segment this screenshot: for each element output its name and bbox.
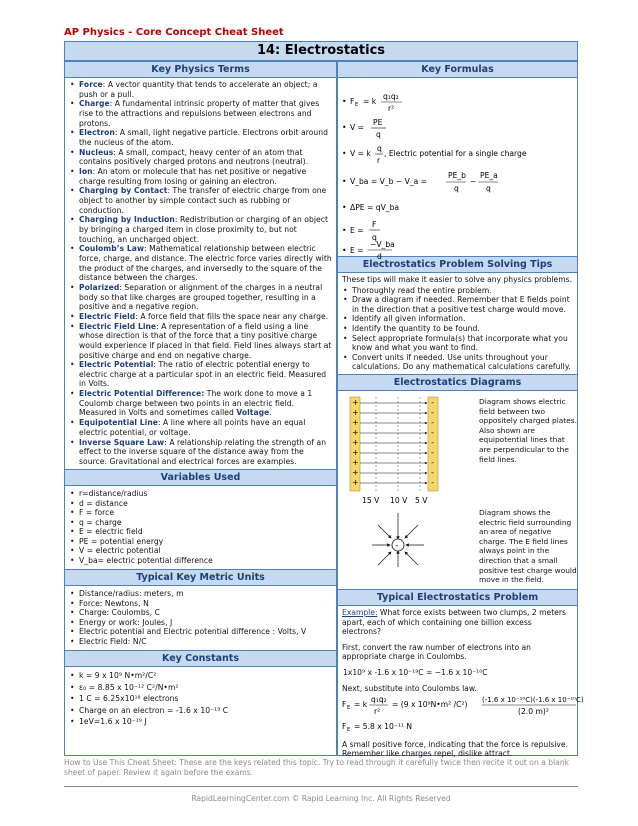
- term-item: • Polarized: Separation or alignment of the charges in a neutral body so that like charges are grouped together, resulting in a positive and a negative region.: [79, 283, 332, 312]
- term-item: • Electric Field Line: A representation of a field using a line whose direction is that of the force that a tiny positive charge would experience if placed in that field. Field lines always start at positive charge and end on negative charge.: [79, 322, 332, 360]
- tips-intro: These tips will make it easier to solve any physics problems.: [342, 275, 572, 284]
- term-item: • Electric Potential Difference: The work done to move a 1 Coulomb charge between two points in an electric field. Measured in Volts and sometimes called Voltage.: [79, 389, 332, 418]
- problem-result: = 5.8 x 10⁻¹¹ N: [354, 722, 413, 732]
- svg-text:•: •: [342, 246, 347, 255]
- svg-text:d: d: [377, 252, 382, 261]
- formula-coulomb: F: [350, 97, 355, 106]
- formula-field: E =: [350, 226, 364, 235]
- svg-text:•: •: [342, 149, 347, 158]
- unit-item: • Energy or work: Joules, J: [79, 618, 332, 628]
- problem-heading: Typical Electrostatics Problem: [338, 589, 577, 606]
- charge-diagram-caption: Diagram shows the electric field surrounding an area of negative charge. The E field lines always point in the direction that a small positive test charge would move in the field.: [479, 507, 577, 585]
- svg-text:−V_ba: −V_ba: [370, 240, 395, 249]
- tip-item: • Thoroughly read the entire problem.: [352, 286, 573, 296]
- constant-item: • 1eV=1.6 x 10⁻¹⁹ J: [79, 717, 332, 727]
- variable-item: • E = electric field: [79, 527, 332, 537]
- svg-text:-: -: [431, 427, 434, 437]
- unit-item: • Charge: Coulombs, C: [79, 608, 332, 618]
- formulas-heading: Key Formulas: [338, 62, 577, 78]
- constants-list: [65, 667, 336, 727]
- problem-block: [338, 606, 584, 767]
- svg-text:+: +: [352, 447, 359, 457]
- footer-divider: [64, 786, 578, 787]
- plus-signs: [352, 398, 359, 487]
- diagrams-heading: Electrostatics Diagrams: [338, 374, 577, 391]
- negative-charge-sign: -: [395, 540, 399, 550]
- svg-text:q: q: [377, 144, 382, 153]
- chapter-title: 14: Electrostatics: [64, 41, 578, 61]
- formulas-block: [338, 78, 577, 261]
- problem-step1: First, convert the raw number of electrons into an appropriate charge in Coulombs.: [342, 642, 531, 662]
- footer: RapidLearningCenter.com © Rapid Learning Inc. All Rights Reserved: [191, 794, 451, 803]
- svg-text:-: -: [431, 477, 434, 487]
- svg-text:−: −: [470, 177, 477, 186]
- svg-text:q₁q₂: q₁q₂: [383, 92, 399, 101]
- constant-item: • Charge on an electron = -1.6 x 10⁻¹⁹ C: [79, 706, 332, 716]
- svg-text:F: F: [342, 700, 347, 710]
- constant-item: • k = 9 x 10⁹ N•m²/C²: [79, 671, 332, 681]
- constant-item: • ε₀ = 8.85 x 10⁻¹² C²/N•m²: [79, 683, 332, 693]
- svg-text:+: +: [352, 417, 359, 427]
- units-heading: Typical Key Metric Units: [65, 569, 336, 586]
- term-item: • Equipotential Line: A line where all points have an equal electric potential, or voltage.: [79, 418, 332, 437]
- svg-text:•: •: [342, 177, 347, 186]
- term-item: • Coulomb’s Law: Mathematical relationship between electric force, charge, and distance. The electric force varies directly with the product of the charges, and inversedly to the square of the distance between the charges.: [79, 244, 332, 282]
- field-diagrams-svg: [338, 391, 478, 589]
- equipotential-lines: [376, 397, 420, 493]
- svg-text:+: +: [352, 407, 359, 417]
- svg-text:-: -: [431, 467, 434, 477]
- formula-point-potential: V = k: [350, 149, 371, 158]
- term-item: • Charge: A fundamental intrinsic property of matter that gives rise to the attractions and repulsions between electrons and protons.: [79, 99, 332, 128]
- voltage-label: 15 V: [362, 495, 380, 505]
- constant-item: • 1 C = 6.25x10¹⁸ electrons: [79, 694, 332, 704]
- variables-heading: Variables Used: [65, 469, 336, 486]
- formula-delta-pe: ΔPE = qV_ba: [350, 203, 400, 212]
- problem-question: Example: What force exists between two clumps, 2 meters apart, each of which containing one billion excess electrons?: [342, 607, 566, 637]
- unit-item: • Force: Newtons, N: [79, 599, 332, 609]
- svg-text:•: •: [342, 226, 347, 235]
- right-column: [337, 61, 584, 759]
- unit-item: • Electric potential and Electric potential difference : Volts, V: [79, 627, 332, 637]
- svg-text:r²: r²: [374, 707, 381, 717]
- svg-text:F: F: [372, 220, 377, 229]
- variable-item: • d = distance: [79, 499, 332, 509]
- tip-item: • Select appropriate formula(s) that incorporate what you know and what you want to find.: [352, 334, 573, 353]
- left-column: [64, 61, 337, 756]
- variable-item: • F = force: [79, 508, 332, 518]
- svg-text:= k: = k: [354, 700, 368, 710]
- tip-item: • Draw a diagram if needed. Remember that E fields point in the direction that a positive test charge would move.: [352, 295, 573, 314]
- svg-text:E: E: [347, 705, 351, 712]
- term-item: • Inverse Square Law: A relationship relating the strength of an effect to the inverse square of the distance away from the source. Gravitational and electrical forces are examples.: [79, 438, 332, 467]
- svg-text:-: -: [431, 397, 434, 407]
- variable-item: • r=distance/radius: [79, 489, 332, 499]
- variables-list: [65, 486, 336, 569]
- svg-text:+: +: [352, 427, 359, 437]
- voltage-label: 5 V: [415, 495, 428, 505]
- svg-text:q: q: [372, 233, 377, 242]
- term-item: • Ion: An atom or molecule that has net positive or negative charge resulting from losing or gaining an electron.: [79, 167, 332, 186]
- term-item: • Electric Field: A force field that fills the space near any charge.: [79, 312, 332, 322]
- tips-heading: Electrostatics Problem Solving Tips: [338, 256, 577, 273]
- problem-step2: Next, substitute into Coulombs law.: [342, 683, 477, 693]
- formula-potential-difference: V_ba = V_b − V_a =: [350, 177, 428, 186]
- svg-text:= (9 x 10⁹N•m² /C²): = (9 x 10⁹N•m² /C²): [392, 700, 468, 710]
- svg-text:PE_b: PE_b: [448, 171, 466, 180]
- formulas-svg: [338, 78, 577, 261]
- minus-signs: [431, 398, 434, 487]
- term-item: • Electron: A small, light negative particle. Electrons orbit around the nucleus of the atom.: [79, 128, 332, 147]
- svg-text:-: -: [431, 457, 434, 467]
- svg-text:•: •: [342, 203, 347, 212]
- svg-text:E: E: [355, 102, 359, 108]
- tip-item: • Identify the quantity to be found.: [352, 324, 573, 334]
- formula-field-potential: E =: [350, 246, 364, 255]
- svg-text:PE_a: PE_a: [480, 171, 498, 180]
- term-item: • Charging by Contact: The transfer of electric charge from one object to another by simple contact such as rubbing or conduction.: [79, 186, 332, 215]
- plates-diagram-caption: Diagram shows electric field between two oppositely charged plates. Also shown are equipotential lines that are perpendicular to the field lines.: [479, 396, 577, 464]
- svg-text:+: +: [352, 437, 359, 447]
- tip-item: • Convert units if needed. Use units throughout your calculations. Do any mathematical calculations carefully.: [352, 353, 573, 372]
- svg-text:-: -: [431, 437, 434, 447]
- terms-list: [65, 78, 336, 466]
- tips-list: [338, 286, 577, 374]
- svg-text:+: +: [352, 457, 359, 467]
- term-item: • Nucleus: A small, compact, heavy center of an atom that contains positively charged protons and neutrons (neutral).: [79, 148, 332, 167]
- svg-text:(2.0 m)²: (2.0 m)²: [518, 707, 549, 717]
- tip-item: • Identify all given information.: [352, 314, 573, 324]
- svg-text:+: +: [352, 467, 359, 477]
- svg-text:E: E: [347, 727, 351, 734]
- svg-text:-: -: [431, 407, 434, 417]
- svg-text:+: +: [352, 477, 359, 487]
- svg-text:q₁q₂: q₁q₂: [371, 695, 387, 705]
- variable-item: • V_ba= electric potential difference: [79, 556, 332, 566]
- terms-heading: Key Physics Terms: [65, 62, 336, 78]
- svg-text:F: F: [342, 722, 347, 732]
- problem-conclusion: A small positive force, indicating that the force is repulsive. Remember like charges repel, dislike attract.: [342, 739, 568, 759]
- svg-text:= k: = k: [363, 97, 377, 106]
- coulomb-substitution: [342, 693, 584, 735]
- problem-calc1: 1x10⁹ x -1.6 x 10⁻¹⁹C = −1.6 x 10⁻¹⁰C: [343, 667, 488, 677]
- svg-text:r²: r²: [388, 104, 395, 113]
- document-title: AP Physics - Core Concept Cheat Sheet: [64, 27, 284, 38]
- variable-item: • PE = potential energy: [79, 537, 332, 547]
- formula-potential: V =: [350, 123, 364, 132]
- svg-text:q: q: [376, 130, 381, 139]
- svg-text:r: r: [377, 156, 381, 165]
- svg-text:-: -: [431, 417, 434, 427]
- variable-item: • V = electric potential: [79, 546, 332, 556]
- svg-text:•: •: [342, 123, 347, 132]
- units-list: [65, 586, 336, 650]
- how-to-use-note: How to Use This Cheat Sheet: These are the keys related this topic. Try to read through it carefully twice then recite it out on a blank sheet of paper. Review it again before the exams.: [64, 758, 570, 777]
- diagrams-block: [338, 391, 577, 589]
- svg-text:•: •: [342, 97, 347, 106]
- term-item: • Force: A vector quantity that tends to accelerate an object; a push or a pull.: [79, 80, 332, 99]
- term-item: • Electric Potential: The ratio of electric potential energy to electric charge at a particular spot in an electric field. Measured in Volts.: [79, 360, 332, 389]
- svg-text:q: q: [486, 184, 491, 193]
- term-item: • Charging by Induction: Redistribution or charging of an object by bringing a charged item in close proximity to, but not touching, an uncharged object.: [79, 215, 332, 244]
- svg-text:-: -: [431, 447, 434, 457]
- voltage-label: 10 V: [390, 495, 408, 505]
- unit-item: • Electric Field: N/C: [79, 637, 332, 647]
- svg-text:q: q: [454, 184, 459, 193]
- constants-heading: Key Constants: [65, 650, 336, 667]
- svg-text:(-1.6 x 10⁻¹⁰C)(-1.6 x 10⁻¹⁰C): (-1.6 x 10⁻¹⁰C)(-1.6 x 10⁻¹⁰C): [482, 696, 584, 705]
- unit-item: • Distance/radius: meters, m: [79, 589, 332, 599]
- svg-text:, Electric potential for a sin: , Electric potential for a single charge: [384, 149, 527, 158]
- field-lines: [360, 403, 427, 483]
- variable-item: • q = charge: [79, 518, 332, 528]
- svg-text:+: +: [352, 397, 359, 407]
- svg-text:PE: PE: [373, 118, 383, 127]
